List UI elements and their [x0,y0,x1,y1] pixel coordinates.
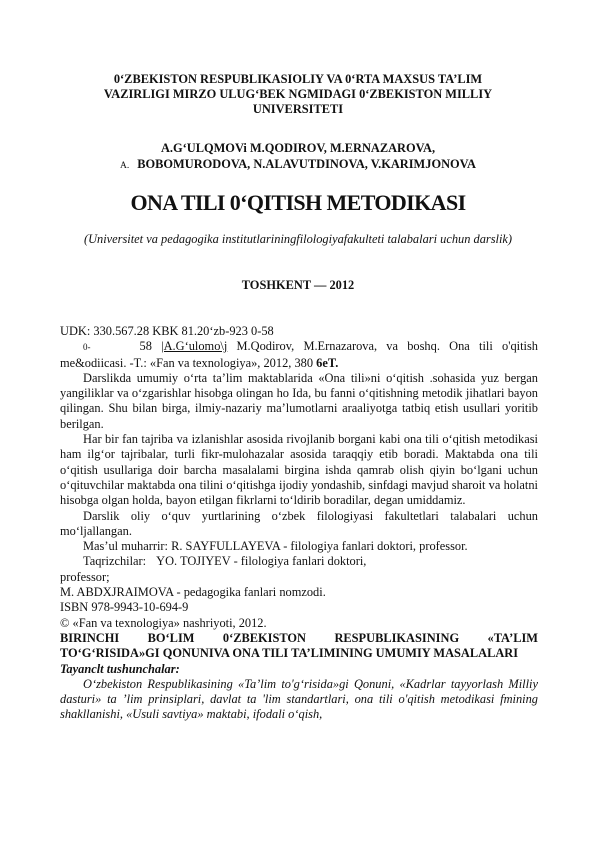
authors-line-2-text: BOBOMURODOVA, N.ALAVUTDINOVA, V.KARIMJONOVA [137,157,476,171]
reference-text: M.Qodirov, M.Ernazarova, va boshq. Ona tili o'qitish me&odiicasi. -T.: «Fan va texnologiya», 2012, 380 [60,339,538,370]
reviewer-2: M. ABDXJRAIMOVA - pedagogika fanlari nomzodi. [60,585,326,600]
institution-line-2: VAZIRLIGI MIRZO ULUG‘BEK NGMIDAGI 0‘ZBEKISTON MILLIY [103,87,493,101]
reviewer-1: YO. TOJIYEV - filologiya fanlari doktori, [156,554,367,569]
book-title: ONA TILI 0‘QITISH METODIKASI [130,190,466,215]
chapter-heading: BIRINCHI BO‘LIM 0‘ZBEKISTON RESPUBLIKASINING «TA’LIM TO‘G‘RISIDA»GI QONUNIVA ONA TILI TA’LIMINING UMUMIY MASALALARI [60,630,538,661]
reference-number: 58 [139,339,152,354]
institution-line-3: UNIVERSITETI [252,102,344,116]
institution-block [60,72,536,117]
institution-line-1: 0‘ZBEKISTON RESPUBLIKASIOLIY VA 0‘RTA MAXSUS TA’LIM [113,72,483,86]
udk-line: UDK: 330.567.28 KBK 81.20‘zb-923 0-58 [60,324,274,338]
isbn-line: ISBN 978-9943-10-694-9 [60,600,189,615]
paragraph-3: Darslik oliy o‘quv yurtlarining o‘zbek filologiyasi fakultetlari talabalari uchun mo‘ljallangan. [60,508,538,538]
authors-line-2 [60,156,536,174]
reference-author: |A.G‘ulomo\j [161,339,228,354]
editor-line: Mas’ul muharrir: R. SAYFULLAYEVA - filologiya fanlari doktori, professor. [83,539,468,554]
reference-pages: 6eT. [316,355,339,370]
authors-block [60,140,536,174]
key-terms-label: Tayanclt tushunchalar: [60,661,180,676]
paragraph-1: Darslikda umumiy o‘rta ta’lim maktablarida «Ona tili»ni o‘qitish .sohasida yuz bergan yangiliklar va o‘zgarishlar hisobga olingan ho Ida, bu fanni o‘qitishning metodik jihatlari bayon qilingan. Shu bilan birga, ilmiy-nazariy ma’lumotlarni araaliyotga tatbiq etish usullari yoritib berilgan. [60,370,538,431]
authors-mark: A. [120,161,130,171]
bibliographic-reference [60,339,538,371]
reviewers-label: Taqrizchilar: [83,554,147,569]
reference-mark: 0- [83,342,91,353]
book-subtitle: (Universitet va pedagogika institutlariningfilologiyafakulteti talabalari uchun darslik) [83,232,513,246]
authors-line-1: A.G‘ULQMOVi M.QODIROV, M.ERNAZAROVA, [160,141,436,155]
reviewers-line [60,554,538,569]
paragraph-2: Har bir fan tajriba va izlanishlar asosida rivojlanib borgani kabi ona tili o‘qitish metodikasi ham ilg‘or tajribalar, turli fikr-mulohazalar asosida taraqqiy etib boradi. Maktabda ona tili o‘qitish usullariga doir barcha masalalami birgina ishda qamrab olish qiyin bo‘lgani uchun o‘qituvchilar maktabda ona tilini o‘qitishga ijodiy yondashib, sinfdagi mavjud sharoit va holatni hisobga olgan holda, bayon etilgan fikrlarni to‘ldirib boradilar, degan umiddamiz. [60,432,538,508]
document-body [60,324,538,723]
reviewer-1-continuation: professor; [60,569,110,584]
key-terms-text: O‘zbekiston Respublikasining «Ta’lim to'g‘risida»gi Qonuni, «Kadrlar tayyorlash Milliy dasturi» ta ’lim prinsiplari, davlat ta 'lim standartlari, ona tili o'qitish metodikasi fmining shakllanishi, «Usuli savtiya» maktabi, ifodali o‘qish, [60,676,538,722]
city-year: TOSHKENT — 2012 [241,278,355,292]
copyright-line: © «Fan va texnologiya» nashriyoti, 2012. [60,615,267,630]
